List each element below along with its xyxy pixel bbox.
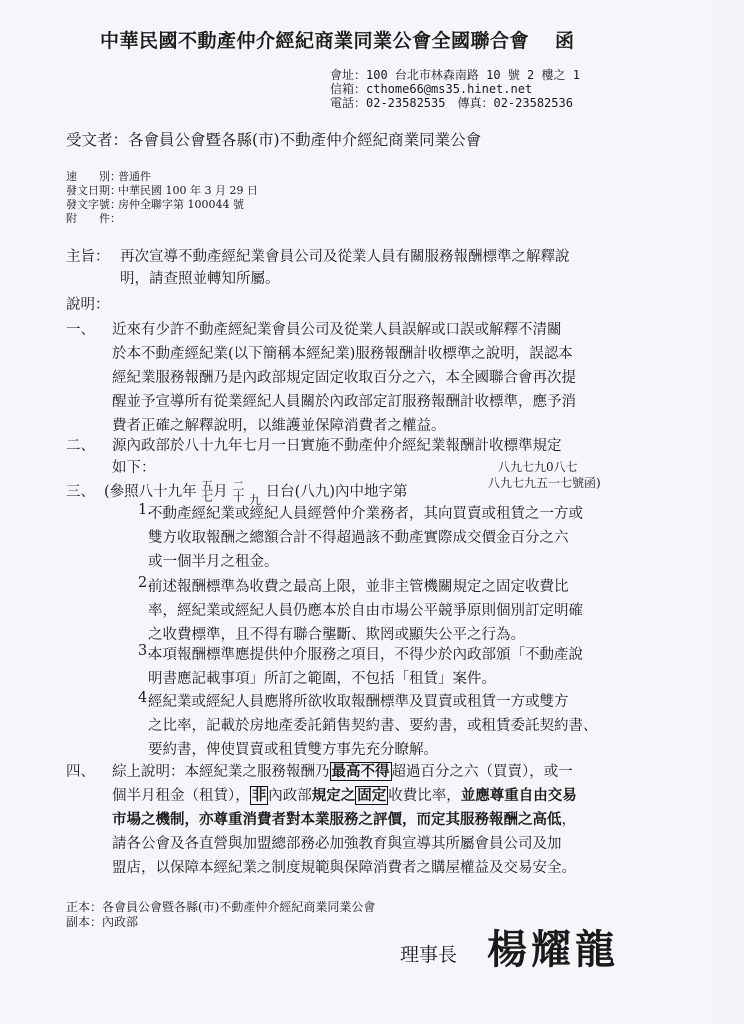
title-text: 中華民國不動產仲介經紀商業同業公會全國聯合會 xyxy=(100,30,530,52)
meta-row: 速 別：普通件 xyxy=(66,170,151,183)
explain-label: 說明： xyxy=(66,297,110,313)
emphasis-box: 固定 xyxy=(357,787,387,804)
section-line: 盟店，以保障本經紀業之制度規範與保障消費者之購屋權益及交易安全。 xyxy=(112,860,576,876)
item-line: 本項報酬標準應提供仲介服務之項目，不得少於內政部頒「不動產說 xyxy=(148,647,583,663)
subject-line: 明，請查照並轉知所屬。 xyxy=(120,271,280,287)
emphasis-box: 非 xyxy=(251,787,267,804)
section-line: 綜上說明：本經紀業之服務報酬乃 最高不得 超過百分之六（買賣），或一 xyxy=(112,763,573,780)
ref-number-top: 八九七九0八七 xyxy=(498,460,578,474)
original-recipients: 正本：各會員公會暨各縣(市)不動產仲介經紀商業同業公會 xyxy=(66,900,376,914)
item-line: 經紀業或經紀人員應將所欲收取報酬標準及買賣或租賃一方或雙方 xyxy=(148,694,569,710)
section-number: 二、 xyxy=(66,438,95,454)
section-number: 一、 xyxy=(66,322,95,338)
ref-number-bottom: 八九七九五一七號函) xyxy=(488,476,601,490)
subject-line: 再次宣導不動產經紀業會員公司及從業人員有關服務報酬標準之解釋說 xyxy=(120,249,570,265)
section-number: 三、 xyxy=(66,484,95,500)
section-line: 經紀業服務報酬乃是內政部規定固定收取百分之六，本全國聯合會再次提 xyxy=(112,370,576,386)
day-stack: 二 十 xyxy=(232,479,245,504)
email-line: 信箱：cthome66@ms35.hinet.net xyxy=(330,82,533,96)
item-number: 2. xyxy=(138,575,152,591)
item-line: 雙方收取報酬之總額合計不得超過該不動產實際成交價金百分之六 xyxy=(148,530,569,546)
section-line: 近來有少許不動產經紀業會員公司及從業人員誤解或口誤或解釋不清關 xyxy=(112,322,562,338)
item-line: 前述報酬標準為收費之最高上限，並非主管機關規定之固定收費比 xyxy=(148,579,569,595)
chair-label: 理事長 xyxy=(400,944,458,966)
title-suffix: 函 xyxy=(555,30,575,52)
meta-row: 發文字號：房仲全聯字第 100044 號 xyxy=(66,198,244,211)
item-line: 之收費標準，且不得有聯合壟斷、欺罔或顯失公平之行為。 xyxy=(148,627,525,643)
copy-recipients: 副本：內政部 xyxy=(66,915,139,929)
item-number: 1. xyxy=(138,502,152,518)
item-line: 明書應記載事項」所訂之範圍，不包括「租賃」案件。 xyxy=(148,671,496,687)
item-number: 3. xyxy=(138,643,152,659)
section-line: 於本不動產經紀業(以下簡稱本經紀業)服務報酬計收標準之說明，誤認本 xyxy=(112,346,573,362)
chair-signature: 楊耀龍 xyxy=(487,926,619,973)
emphasis-box: 最高不得 xyxy=(331,763,390,780)
item-number: 4. xyxy=(138,690,152,706)
phone-line: 電話：02-23582535 傳真：02-23582536 xyxy=(330,96,573,110)
section-number: 四、 xyxy=(66,764,95,780)
reference-line: (參照八十九年 五 七月 二 十 九 日台(八九)內中地字第 xyxy=(104,479,408,507)
item-line: 要約書，俾使買賣或租賃雙方事先充分瞭解。 xyxy=(148,742,438,758)
meta-row: 發文日期：中華民國 100 年 3 月 29 日 xyxy=(66,184,258,197)
section-line: 請各公會及各直營與加盟總部務必加強教育與宣導其所屬會員公司及加 xyxy=(112,836,562,852)
subject-label: 主旨： xyxy=(66,249,110,265)
section-line: 市場之機制，亦尊重消費者對本業服務之評價，而定其服務報酬之高低， xyxy=(112,811,576,828)
meta-row: 附 件： xyxy=(66,212,121,225)
month-stack: 五 七 xyxy=(201,479,214,504)
section-line: 醒並予宣導所有從業經紀人員關於內政部定訂服務報酬計收標準，應予消 xyxy=(112,394,576,410)
section-line: 源內政部於八十九年七月一日實施不動產仲介經紀業報酬計收標準規定 xyxy=(112,438,562,454)
item-line: 率，經紀業或經紀人員仍應本於自由市場公平競爭原則個別訂定明確 xyxy=(148,603,583,619)
item-line: 或一個半月之租金。 xyxy=(148,554,279,570)
section-line: 如下： xyxy=(112,460,156,476)
item-line: 之比率，記載於房地產委託銷售契約書、要約書，或租賃委託契約書、 xyxy=(148,718,598,734)
section-line: 個半月租金（租賃）， 非 內政部規定之 固定 收費比率，並應尊重自由交易 xyxy=(112,787,577,804)
address-line: 會址：100 台北市林森南路 10 號 2 樓之 1 xyxy=(330,68,580,82)
recipient-line: 受文者：各會員公會暨各縣(市)不動產仲介經紀商業同業公會 xyxy=(66,131,482,149)
section-line: 費者正確之解釋說明，以維護並保障消費者之權益。 xyxy=(112,418,446,434)
item-line: 不動產經紀業或經紀人員經營仲介業務者，其向買賣或租賃之一方或 xyxy=(148,506,583,522)
letter-title xyxy=(100,26,575,53)
